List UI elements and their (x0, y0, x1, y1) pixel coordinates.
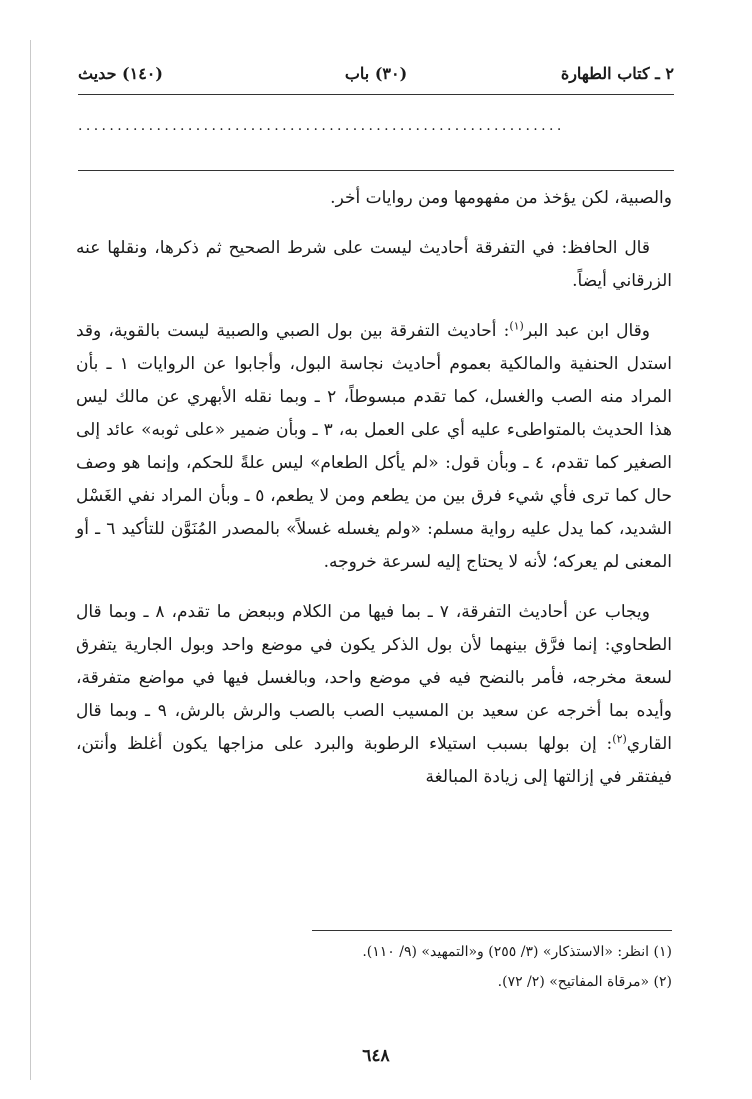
paragraph-text: : أحاديث التفرقة بين بول الصبي والصبية ليست بالقوية، وقد استدل الحنفية والمالكية بعموم أحاديث نجاسة البول، وأجابوا عن الروايات ١ ـ بأن المراد منه الصب والغسل، كما تقدم مبسوطاً، ٢ ـ وبما نقله الأبهري عن مالك ليس هذا الحديث بالمتواطىء عليه أي على العمل به، ٣ ـ وبأن ضمير «على ثوبه» عائد إلى الصغير كما تقدم، ٤ ـ وبأن قول: «لم يأكل الطعام» ليس علةً للحكم، وإنما هو وصف حال كما ترى فأي شيء فرق بين من يطعم ومن لا يطعم، ٥ ـ وبأن المراد نفي الغَسْل الشديد، كما يدل عليه رواية مسلم: «ولم يغسله غسلاً» بالمصدر المُنَوَّن للتأكيد ٦ ـ أو المعنى لم يعركه؛ لأنه لا يحتاج إليه لسرعة خروجه. (76, 321, 673, 572)
page-number: ٦٤٨ (362, 1046, 390, 1066)
body-separator-rule (78, 170, 674, 171)
header-chapter: (٣٠) باب (344, 64, 408, 83)
footnote-ref: (٢) (612, 732, 627, 746)
paragraph-text: ويجاب عن أحاديث التفرقة، ٧ ـ بما فيها من الكلام وببعض ما تقدم، ٨ ـ وبما قال الطحاوي: إنما فرَّق بينهما لأن بول الذكر يكون في موضع واحد وبول الجارية يتفرق لسعة مخرجه، فأمر بالنضح فيه في موضع واحد، وبالغسل فيها في مواضع متفرقة، وأيده بما أخرجه عن سعيد بن المسيب الصب بالصب والرش بالرش، ٩ ـ وبما قال القاري (76, 602, 672, 754)
paragraph-text: وقال ابن عبد البر (523, 321, 651, 341)
header-book-title: ٢ ـ كتاب الطهارة (560, 64, 674, 83)
running-header (78, 64, 674, 90)
paragraph: قال الحافظ: في التفرقة أحاديث ليست على شرط الصحيح ثم ذكرها، ونقلها عنه الزرقاني أيضاً. (76, 238, 672, 291)
paragraph (76, 596, 672, 794)
footnotes (200, 937, 672, 997)
commentary-text (76, 182, 672, 811)
paragraph-text: : إن بولها بسبب استيلاء الرطوبة والبرد على مزاجها يكون أغلظ وأنتن، فيفتقر في إزالتها إلى زيادة المبالغة (76, 734, 672, 787)
header-rule (78, 94, 674, 95)
footnote: (١) انظر: «الاستذكار» (٣/ ٢٥٥) و«التمهيد» (٩/ ١١٠). (362, 944, 672, 960)
footnote-rule (312, 930, 672, 931)
header-hadith-number: (١٤٠) حديث (78, 64, 163, 83)
paragraph: والصبية، لكن يؤخذ من مفهومها ومن روايات أخر. (330, 188, 672, 208)
footnote-ref: (١) (509, 319, 524, 333)
hadith-text-placeholder: .............................................................. (78, 118, 565, 134)
footnote: (٢) «مرقاة المفاتيح» (٢/ ٧٢). (497, 974, 672, 990)
paragraph (76, 315, 672, 579)
page-edge-line (30, 40, 31, 1080)
